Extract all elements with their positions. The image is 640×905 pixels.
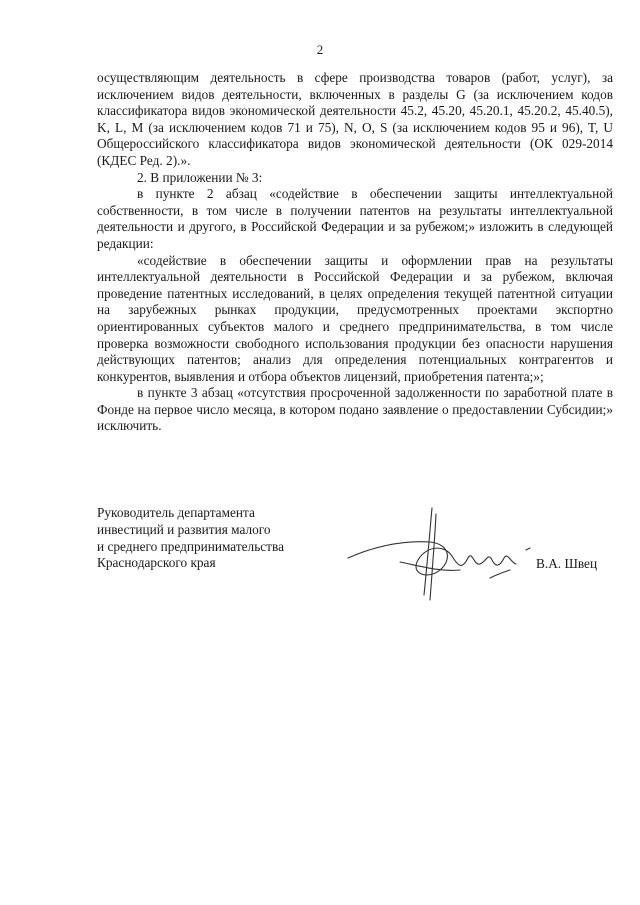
- signer-position-line: Руководитель департамента: [97, 505, 255, 520]
- paragraph-section-heading: 2. В приложении № 3:: [137, 169, 263, 185]
- signer-name: В.А. Швец: [536, 556, 598, 571]
- signer-position-line: Краснодарского края: [97, 555, 216, 571]
- signer-position: [97, 505, 337, 572]
- document-body: [97, 70, 613, 435]
- handwritten-signature: [340, 500, 540, 610]
- signer-position-line: и среднего предпринимательства: [97, 538, 284, 554]
- signer-position-line: инвестиций и развития малого: [97, 521, 271, 537]
- paragraph-continuation: осуществляющим деятельность в сфере производства товаров (работ, услуг), за исключением видов деятельности, включенных в разделы G (за исключением кодов классификатора видов экономической деятельности 45.2, 45.20, 45.20.1, 45.20.2, 45.40.5), K, L, M (за исключением кодов 71 и 75), N, O, S (за исключением кодов 95 и 96), T, U Общероссийского классификатора видов экономической деятельности (ОК 029-2014 (КДЕС Ред. 2).».: [97, 70, 613, 168]
- paragraph-clause-2: в пункте 2 абзац «содействие в обеспечении защиты интеллектуальной собственности, в том числе в получении патентов на результаты интеллектуальной деятельности и другого, в Российской Федерации и за рубежом;» изложить в следующей редакции:: [97, 186, 613, 251]
- paragraph-new-wording: «содействие в обеспечении защиты и оформлении прав на результаты интеллектуальной деятельности в Российской Федерации и за рубежом, включая проведение патентных исследований, в целях определения текущей патентной ситуации на зарубежных рынках продукции, предусмотренных проектами экспортно ориентированных субъектов малого и среднего предпринимательства, в том числе проверка возможности свободного использования продукции без опасности нарушения действующих патентов; анализ для определения потенциальных контрагентов и конкурентов, выявления и отбора объектов лицензий, приобретения патента;»;: [97, 252, 613, 384]
- page-number: 2: [316, 42, 324, 57]
- paragraph-clause-3: в пункте 3 абзац «отсутствия просроченной задолженности по заработной плате в Фонде на первое число месяца, в котором подано заявление о предоставлении Субсидии;» исключить.: [97, 385, 613, 434]
